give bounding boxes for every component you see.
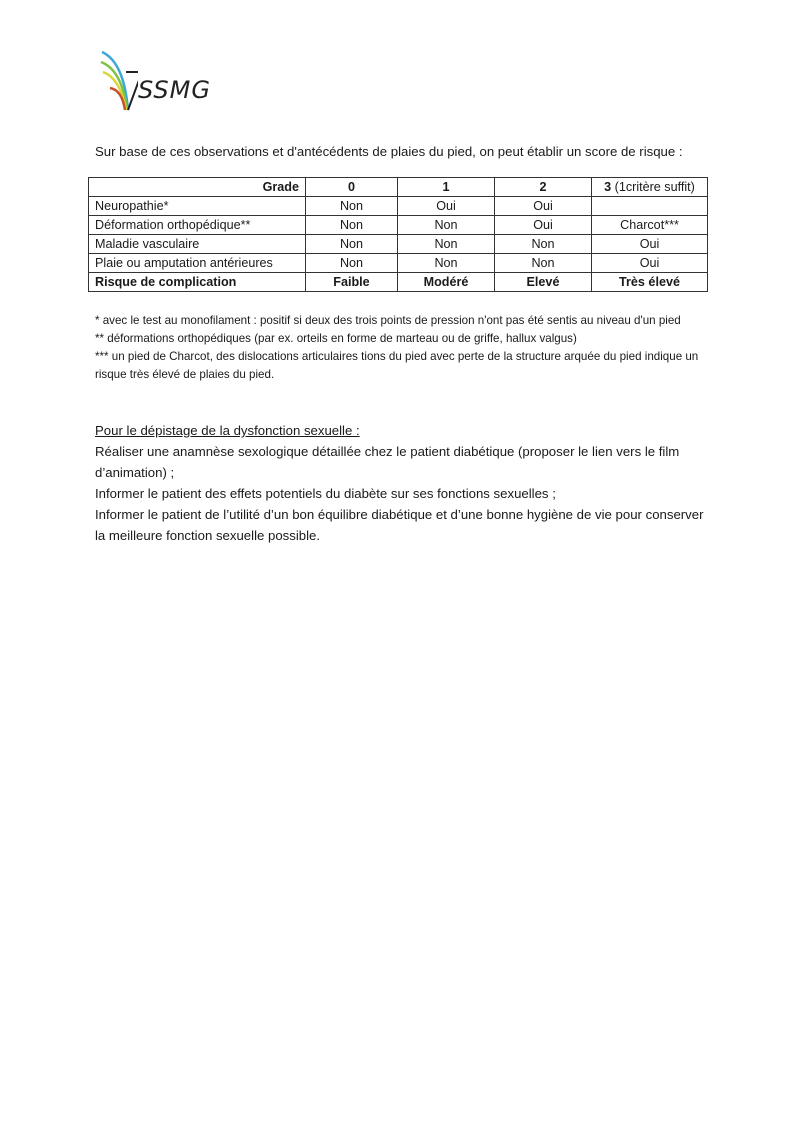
cell: Non	[398, 254, 495, 273]
table-row	[89, 235, 708, 254]
cell: Non	[398, 235, 495, 254]
cell	[592, 197, 708, 216]
cell: Oui	[592, 235, 708, 254]
cell: Oui	[592, 254, 708, 273]
intro-text: Sur base de ces observations et d'antécédents de plaies du pied, on peut établir un score de risque :	[95, 144, 683, 159]
sexual-dysfunction-section	[95, 420, 715, 546]
cell: Modéré	[398, 273, 495, 292]
section-title: Pour le dépistage de la dysfonction sexuelle :	[95, 423, 360, 438]
cell: Non	[306, 254, 398, 273]
cell: Charcot***	[592, 216, 708, 235]
section-line: Réaliser une anamnèse sexologique détaillée chez le patient diabétique (proposer le lien vers le film d’animation) ;	[95, 444, 680, 480]
cell: Faible	[306, 273, 398, 292]
footnotes	[95, 312, 715, 384]
cell: Non	[306, 216, 398, 235]
footnote: * avec le test au monofilament : positif si deux des trois points de pression n'ont pas été sentis au niveau d'un pied	[95, 314, 681, 327]
cell: Non	[398, 216, 495, 235]
section-line: Informer le patient des effets potentiels du diabète sur ses fonctions sexuelles ;	[95, 486, 556, 501]
cell: Non	[306, 197, 398, 216]
cell: Oui	[398, 197, 495, 216]
cell: Non	[495, 254, 592, 273]
logo-text: SSMG	[138, 76, 211, 104]
header-grade: Grade	[89, 178, 306, 197]
table-header-row	[89, 178, 708, 197]
table-row-risk	[89, 273, 708, 292]
cell: Elevé	[495, 273, 592, 292]
header-grade-2: 2	[495, 178, 592, 197]
table-row	[89, 254, 708, 273]
row-label: Déformation orthopédique**	[89, 216, 306, 235]
table-row	[89, 216, 708, 235]
header-grade-3-note: (1critère suffit)	[611, 180, 695, 194]
ssmg-logo	[98, 48, 238, 118]
row-label: Maladie vasculaire	[89, 235, 306, 254]
footnote: ** déformations orthopédiques (par ex. orteils en forme de marteau ou de griffe, hallux valgus)	[95, 332, 577, 345]
table-row	[89, 197, 708, 216]
risk-score-table	[88, 177, 708, 292]
ssmg-rainbow-logo-icon	[98, 48, 138, 118]
section-line: Informer le patient de l’utilité d’un bon équilibre diabétique et d’une bonne hygiène de vie pour conserver la meilleure fonction sexuelle possible.	[95, 507, 704, 543]
footnote: *** un pied de Charcot, des dislocations articulaires tions du pied avec perte de la structure arquée du pied indique un risque très élevé de plaies du pied.	[95, 350, 699, 381]
cell: Non	[495, 235, 592, 254]
cell: Oui	[495, 197, 592, 216]
header-grade-0: 0	[306, 178, 398, 197]
cell: Oui	[495, 216, 592, 235]
cell: Non	[306, 235, 398, 254]
row-label: Neuropathie*	[89, 197, 306, 216]
header-grade-1: 1	[398, 178, 495, 197]
header-grade-3-number: 3	[604, 180, 612, 194]
cell: Très élevé	[592, 273, 708, 292]
header-grade-3	[592, 178, 708, 197]
row-label: Plaie ou amputation antérieures	[89, 254, 306, 273]
row-label: Risque de complication	[89, 273, 306, 292]
